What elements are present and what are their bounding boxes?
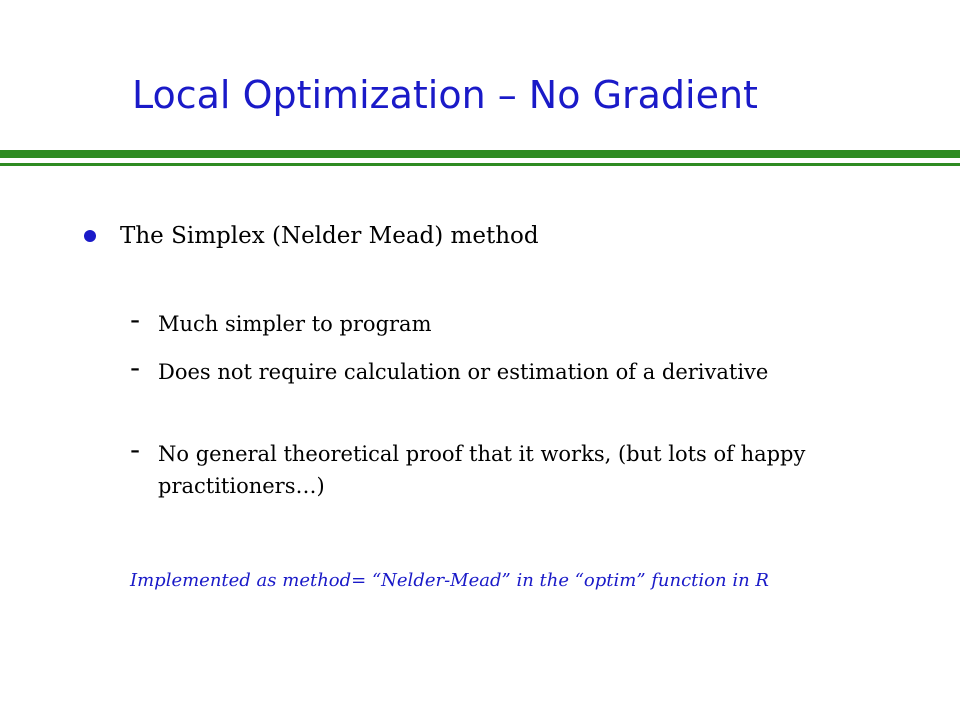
slide-title: Local Optimization – No Gradient [132,73,758,117]
divider-thin-line [0,163,960,166]
bullet-dot-icon [84,230,96,242]
title-divider [0,150,960,172]
sub-item-text: Much simpler to program [158,312,432,336]
bullet-text: The Simplex (Nelder Mead) method [120,223,539,249]
sub-item-text: No general theoretical proof that it works, (but lots of happy practitioners…) [158,442,806,498]
divider-thick-line [0,150,960,158]
dash-icon: - [130,433,141,466]
sub-item-text: Does not require calculation or estimation of a derivative [158,360,769,384]
implementation-note: Implemented as method= “Nelder-Mead” in the “optim” function in R [130,570,769,591]
dash-icon: - [130,303,141,336]
dash-icon: - [130,351,141,384]
